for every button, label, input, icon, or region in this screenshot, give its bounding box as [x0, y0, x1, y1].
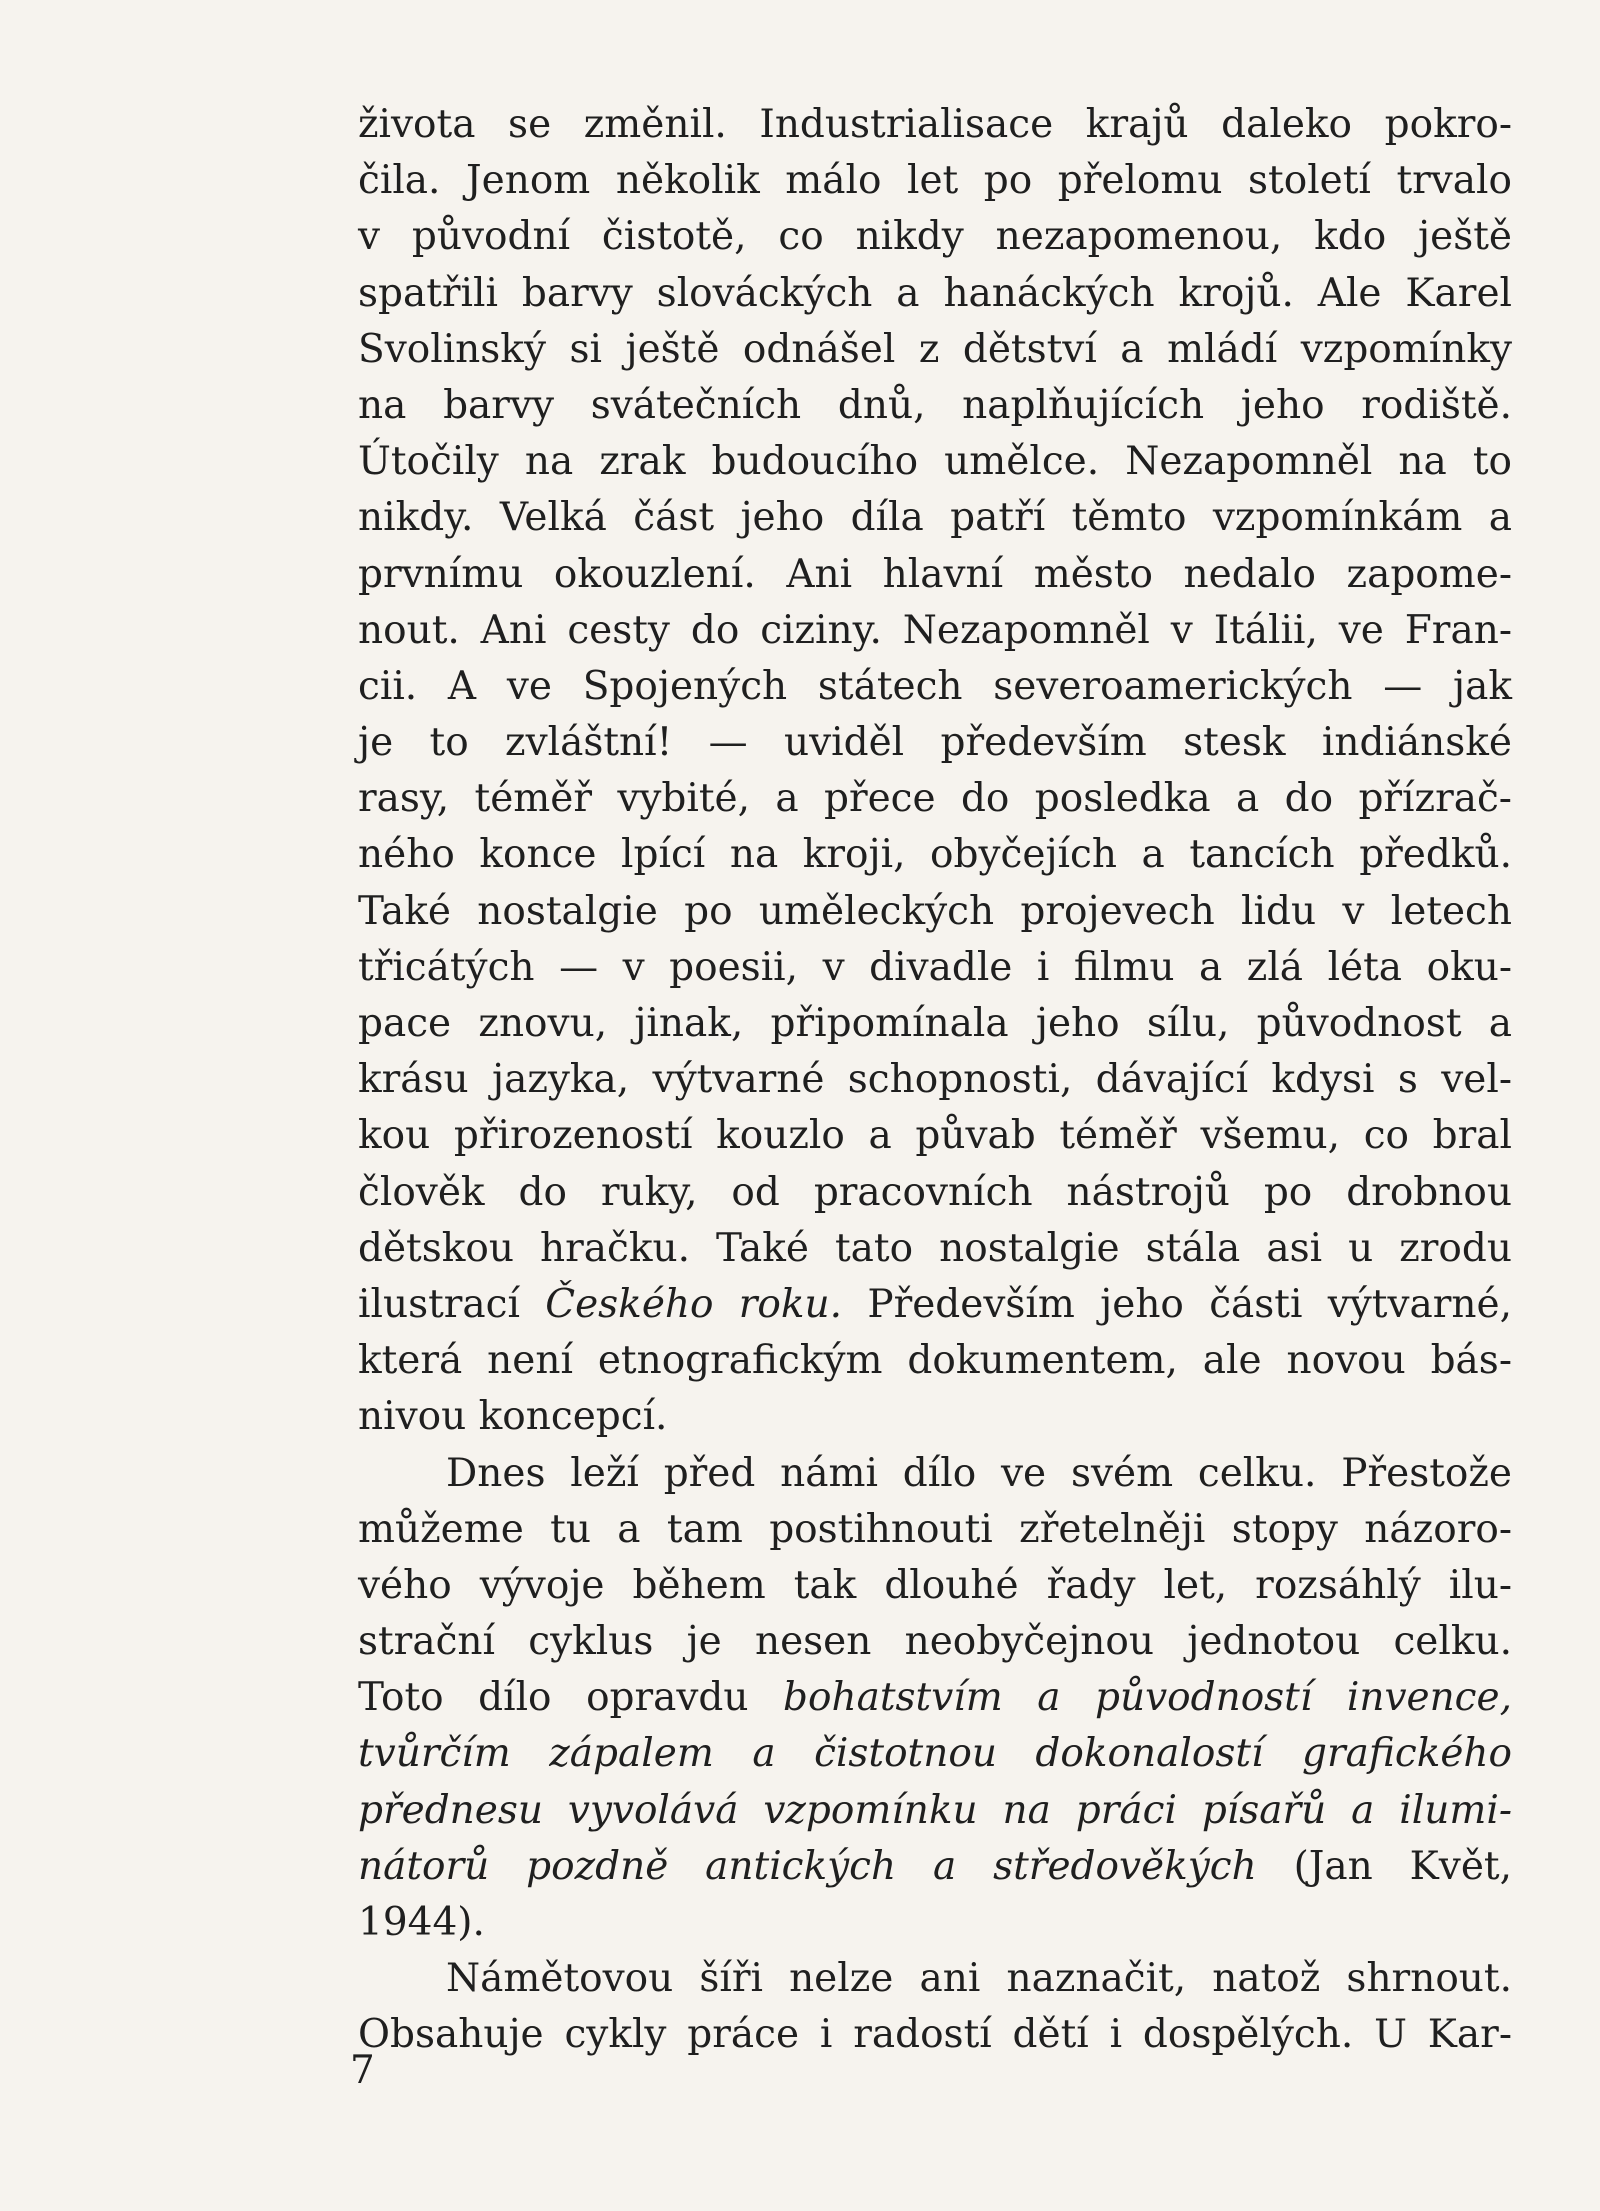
- text-line: která není etnografickým dokumentem, ale novou bás-: [358, 1338, 1512, 1384]
- text-line: života se změnil. Industrialisace krajů daleko pokro-: [358, 102, 1512, 147]
- italic-quote: bohatstvím a původností invence,: [783, 1675, 1512, 1721]
- italic-quote: tvůrčím zápalem a čistotnou dokonalostí grafického: [358, 1731, 1512, 1777]
- text-line: můžeme tu a tam postihnouti zřetelněji stopy názoro-: [358, 1506, 1512, 1552]
- text-line: třicátých — v poesii, v divadle i filmu a zlá léta oku-: [358, 944, 1512, 990]
- text-line: je to zvláštní! — uviděl především stesk indiánské: [358, 720, 1512, 766]
- text-line: vého vývoje během tak dlouhé řady let, rozsáhlý ilu-: [358, 1562, 1512, 1608]
- text-line: pace znovu, jinak, připomínala jeho sílu, původnost a: [358, 1001, 1512, 1046]
- text-run: Především jeho části výtvarné,: [842, 1281, 1512, 1327]
- text-line: strační cyklus je nesen neobyčejnou jednotou celku.: [358, 1619, 1512, 1665]
- italic-quote: přednesu vyvolává vzpomínku na práci písařů a ilumi-: [358, 1787, 1512, 1833]
- italic-title: Českého roku.: [545, 1281, 843, 1327]
- text-line: cii. A ve Spojených státech severoamerických — jak: [358, 663, 1512, 709]
- text-line: [358, 1839, 1512, 1895]
- text-line: Také nostalgie po uměleckých projevech lidu v letech: [358, 888, 1512, 934]
- text-line: čila. Jenom několik málo let po přelomu století trvalo: [358, 158, 1512, 204]
- text-line: nikdy. Velká část jeho díla patří těmto vzpomínkám a: [358, 495, 1512, 541]
- text-line: spatřili barvy slováckých a hanáckých krojů. Ale Karel: [358, 270, 1512, 316]
- text-line: v původní čistotě, co nikdy nezapomenou, kdo ještě: [358, 214, 1512, 260]
- text-line: 1944).: [358, 1900, 485, 1945]
- italic-quote: nátorů pozdně antických a středověkých: [358, 1843, 1257, 1889]
- text-line: krásu jazyka, výtvarné schopnosti, dávající kdysi s vel-: [358, 1057, 1512, 1103]
- text-run: ilustrací: [358, 1281, 546, 1327]
- text-line: Svolinský si ještě odnášel z dětství a mládí vzpomínky: [358, 326, 1512, 372]
- body-text: [358, 97, 1512, 2064]
- text-line: dětskou hračku. Také tato nostalgie stála asi u zrodu: [358, 1225, 1512, 1271]
- text-line: [358, 1670, 1512, 1726]
- text-line: [358, 1726, 1512, 1782]
- text-line: rasy, téměř vybité, a přece do posledka a do přízrač-: [358, 776, 1512, 822]
- text-run: Toto dílo opravdu: [358, 1675, 784, 1721]
- text-line: na barvy svátečních dnů, naplňujících jeho rodiště.: [358, 382, 1512, 428]
- text-line: ného konce lpící na kroji, obyčejích a tancích předků.: [358, 832, 1512, 878]
- page-number: 7: [350, 2048, 375, 2093]
- text-line: člověk do ruky, od pracovních nástrojů po drobnou: [358, 1169, 1512, 1215]
- text-line: Útočily na zrak budoucího umělce. Nezapomněl na to: [358, 439, 1512, 485]
- text-line: Obsahuje cykly práce i radostí dětí i dospělých. U Kar-: [358, 2012, 1512, 2058]
- text-line: [358, 1277, 1512, 1333]
- text-line: nivou koncepcí.: [358, 1394, 668, 1440]
- text-run: (Jan Květ,: [1256, 1843, 1512, 1889]
- text-line: kou přirozeností kouzlo a půvab téměř všemu, co bral: [358, 1113, 1512, 1159]
- text-line: [358, 1783, 1512, 1839]
- text-line: nout. Ani cesty do ciziny. Nezapomněl v Itálii, ve Fran-: [358, 607, 1512, 653]
- text-line: Námětovou šíři nelze ani naznačit, natož shrnout.: [446, 1956, 1512, 2002]
- text-line: Dnes leží před námi dílo ve svém celku. Přestože: [446, 1450, 1512, 1496]
- text-line: prvnímu okouzlení. Ani hlavní město nedalo zapome-: [358, 551, 1512, 597]
